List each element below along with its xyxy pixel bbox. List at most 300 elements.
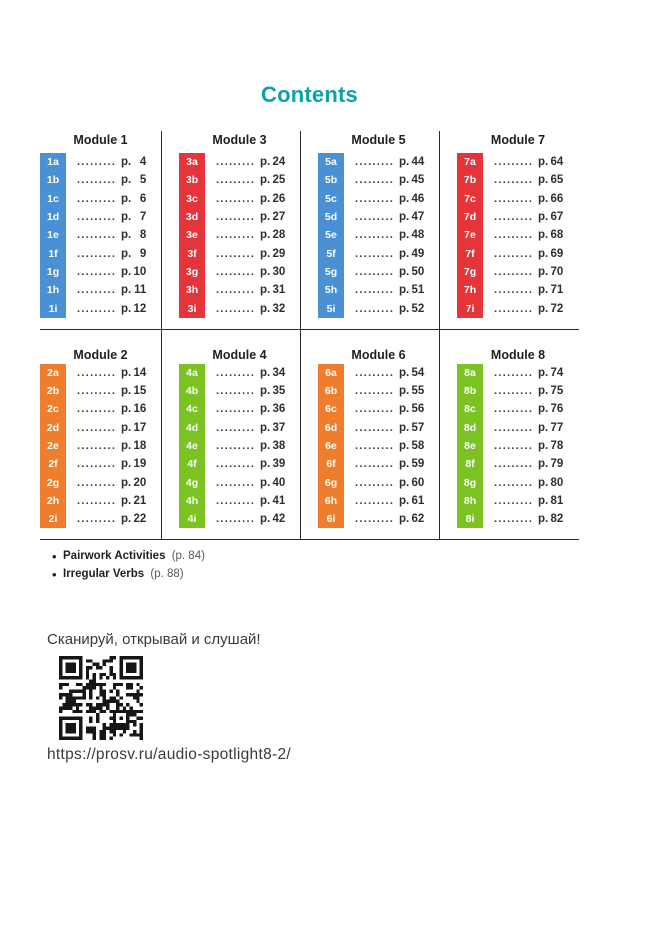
- toc-row: [318, 190, 439, 208]
- module-rows: [318, 153, 439, 318]
- lesson-badge: 4a: [179, 364, 205, 382]
- toc-row: [179, 419, 300, 437]
- module-cell: [457, 131, 579, 329]
- module-cell: [318, 131, 457, 329]
- lesson-badge: 6a: [318, 364, 344, 382]
- page-prefix: p.: [538, 192, 549, 205]
- module-cell-inner: [318, 131, 440, 329]
- page-prefix: p.: [538, 174, 549, 187]
- toc-row: [457, 382, 579, 400]
- lesson-badge: 2h: [40, 492, 66, 510]
- lesson-badge: 4f: [179, 455, 205, 473]
- lesson-badge: 4c: [179, 400, 205, 418]
- toc-row: [457, 171, 579, 189]
- lesson-badge: 7d: [457, 208, 483, 226]
- dots-leader: .........: [216, 495, 256, 506]
- page-prefix: p.: [399, 458, 410, 471]
- table-of-contents: [40, 131, 579, 540]
- module-rows: [40, 153, 161, 318]
- page-number: 12: [133, 302, 147, 315]
- dots-leader: .........: [355, 157, 395, 168]
- toc-row: [318, 492, 439, 510]
- lesson-badge: 6d: [318, 419, 344, 437]
- page-number: 46: [411, 192, 425, 205]
- page-number: 17: [133, 421, 147, 434]
- module-title: Module 1: [73, 133, 128, 147]
- toc-row: [40, 244, 161, 262]
- lesson-badge: 2d: [40, 419, 66, 437]
- lesson-badge: 1d: [40, 208, 66, 226]
- toc-row: [179, 226, 300, 244]
- page-prefix: p.: [399, 494, 410, 507]
- module-cell-inner: [179, 330, 301, 540]
- page-prefix: p.: [399, 403, 410, 416]
- dots-leader: .........: [77, 367, 117, 378]
- page-prefix: p.: [538, 284, 549, 297]
- lesson-badge: 2e: [40, 437, 66, 455]
- lesson-badge: 8g: [457, 473, 483, 491]
- dots-leader: .........: [355, 248, 395, 259]
- lesson-badge: 7c: [457, 190, 483, 208]
- page-prefix: p.: [121, 229, 132, 242]
- toc-row: [40, 364, 161, 382]
- page-number: 48: [411, 229, 425, 242]
- toc-row: [457, 455, 579, 473]
- toc-row: [318, 455, 439, 473]
- module-cell-inner: [318, 330, 440, 540]
- toc-row: [40, 492, 161, 510]
- toc-row: [40, 510, 161, 528]
- page-prefix: p.: [260, 302, 271, 315]
- toc-row: [179, 208, 300, 226]
- page-prefix: p.: [260, 284, 271, 297]
- toc-row: [40, 190, 161, 208]
- page-number: 34: [272, 366, 286, 379]
- toc-row: [318, 244, 439, 262]
- page-number: 37: [272, 421, 286, 434]
- toc-row: [40, 455, 161, 473]
- lesson-badge: 1g: [40, 263, 66, 281]
- page-number: 68: [550, 229, 564, 242]
- dots-leader: .........: [355, 303, 395, 314]
- dots-leader: .........: [494, 477, 534, 488]
- page-prefix: p.: [399, 476, 410, 489]
- page-number: 19: [133, 458, 147, 471]
- page-number: 65: [550, 174, 564, 187]
- lesson-badge: 4h: [179, 492, 205, 510]
- toc-row: [457, 244, 579, 262]
- lesson-badge: 3i: [179, 299, 205, 317]
- page-number: 57: [411, 421, 425, 434]
- lesson-badge: 8d: [457, 419, 483, 437]
- dots-leader: .........: [494, 193, 534, 204]
- page-prefix: p.: [399, 229, 410, 242]
- page-prefix: p.: [260, 385, 271, 398]
- page-number: 56: [411, 403, 425, 416]
- module-rows: [457, 364, 579, 529]
- page-prefix: p.: [121, 421, 132, 434]
- module-title: Module 6: [351, 347, 406, 362]
- page-number: 80: [550, 476, 564, 489]
- lesson-badge: 8e: [457, 437, 483, 455]
- page-prefix: p.: [260, 421, 271, 434]
- dots-leader: .........: [494, 248, 534, 259]
- toc-row: [179, 364, 300, 382]
- page-prefix: p.: [399, 192, 410, 205]
- toc-row: [457, 473, 579, 491]
- dots-leader: .........: [355, 404, 395, 415]
- dots-leader: .........: [355, 495, 395, 506]
- dots-leader: .........: [355, 193, 395, 204]
- page-number: 70: [550, 265, 564, 278]
- lesson-badge: 7i: [457, 299, 483, 317]
- page-number: 58: [411, 440, 425, 452]
- page-prefix: p.: [121, 440, 132, 452]
- dots-leader: .........: [355, 367, 395, 378]
- dots-leader: .........: [77, 175, 117, 186]
- toc-row: [318, 171, 439, 189]
- page-prefix: p.: [260, 192, 271, 205]
- page-prefix: p.: [121, 211, 132, 224]
- page-prefix: p.: [121, 192, 132, 205]
- page-number: 67: [550, 211, 564, 224]
- module-cell: [179, 330, 318, 540]
- lesson-badge: 3e: [179, 226, 205, 244]
- page-number: 75: [550, 385, 564, 398]
- module-title: Module 2: [73, 347, 128, 362]
- page-prefix: p.: [260, 403, 271, 416]
- toc-row: [179, 455, 300, 473]
- page-prefix: p.: [538, 513, 549, 526]
- page-number: 28: [272, 229, 286, 242]
- lesson-badge: 1f: [40, 244, 66, 262]
- page-prefix: p.: [260, 366, 271, 379]
- dots-leader: .........: [216, 175, 256, 186]
- toc-row: [318, 382, 439, 400]
- dots-leader: .........: [494, 230, 534, 241]
- dots-leader: .........: [494, 514, 534, 525]
- dots-leader: .........: [216, 212, 256, 223]
- lesson-badge: 2g: [40, 473, 66, 491]
- dots-leader: .........: [494, 441, 534, 451]
- dots-leader: .........: [494, 212, 534, 223]
- toc-row: [40, 153, 161, 171]
- lesson-badge: 5a: [318, 153, 344, 171]
- list-item: [52, 548, 205, 566]
- lesson-badge: 5f: [318, 244, 344, 262]
- toc-row: [457, 208, 579, 226]
- dots-leader: .........: [77, 248, 117, 259]
- page-prefix: p.: [260, 458, 271, 471]
- toc-row: [40, 299, 161, 317]
- page-number: 20: [133, 476, 147, 489]
- page-number: 55: [411, 385, 425, 398]
- module-cell: [40, 330, 179, 540]
- lesson-badge: 6h: [318, 492, 344, 510]
- lesson-badge: 6b: [318, 382, 344, 400]
- page-number: 60: [411, 476, 425, 489]
- page-number: 40: [272, 476, 286, 489]
- toc-row: [179, 190, 300, 208]
- lesson-badge: 4g: [179, 473, 205, 491]
- toc-row: [457, 281, 579, 299]
- page-number: 82: [550, 513, 564, 526]
- page-number: 5: [139, 174, 147, 187]
- toc-row: [40, 400, 161, 418]
- page-number: 18: [133, 440, 147, 452]
- toc-row: [457, 153, 579, 171]
- lesson-badge: 7e: [457, 226, 483, 244]
- page-prefix: p.: [260, 265, 271, 278]
- toc-row: [179, 492, 300, 510]
- toc-row: [40, 382, 161, 400]
- module-cell-inner: [40, 131, 162, 329]
- page-number: 31: [272, 284, 286, 297]
- module-rows: [457, 153, 579, 318]
- dots-leader: .........: [216, 230, 256, 241]
- toc-row: [457, 263, 579, 281]
- lesson-badge: 2c: [40, 400, 66, 418]
- module-cell-inner: [457, 131, 579, 329]
- page-prefix: p.: [399, 513, 410, 526]
- lesson-badge: 4b: [179, 382, 205, 400]
- dots-leader: .........: [494, 495, 534, 506]
- module-title: Module 5: [351, 133, 406, 147]
- page-number: 41: [272, 494, 286, 507]
- lesson-badge: 8b: [457, 382, 483, 400]
- toc-row: [318, 263, 439, 281]
- dots-leader: .........: [355, 266, 395, 277]
- dots-leader: .........: [77, 386, 117, 397]
- page-prefix: p.: [121, 284, 132, 297]
- page-prefix: p.: [399, 174, 410, 187]
- page-prefix: p.: [260, 229, 271, 242]
- page-prefix: p.: [121, 458, 132, 471]
- toc-row: [179, 473, 300, 491]
- lesson-badge: 1e: [40, 226, 66, 244]
- page-number: 21: [133, 494, 147, 507]
- page-prefix: p.: [260, 156, 271, 169]
- page-number: 74: [550, 366, 564, 379]
- dots-leader: .........: [216, 459, 256, 470]
- page-prefix: p.: [399, 385, 410, 398]
- dots-leader: .........: [494, 367, 534, 378]
- dots-leader: .........: [494, 404, 534, 415]
- page-prefix: p.: [399, 211, 410, 224]
- page-prefix: p.: [399, 302, 410, 315]
- dots-leader: .........: [77, 459, 117, 470]
- page-prefix: p.: [538, 385, 549, 398]
- dots-leader: .........: [216, 285, 256, 296]
- lesson-badge: 1c: [40, 190, 66, 208]
- page-prefix: p.: [121, 366, 132, 379]
- page-prefix: p.: [260, 247, 271, 260]
- lesson-badge: 1a: [40, 153, 66, 171]
- toc-row: [40, 208, 161, 226]
- dots-leader: .........: [77, 303, 117, 314]
- lesson-badge: 5e: [318, 226, 344, 244]
- toc-row: [318, 226, 439, 244]
- lesson-badge: 2f: [40, 455, 66, 473]
- page-prefix: p.: [538, 229, 549, 242]
- page-prefix: p.: [121, 513, 132, 526]
- page-prefix: p.: [538, 403, 549, 416]
- lesson-badge: 7h: [457, 281, 483, 299]
- page-number: 51: [411, 284, 425, 297]
- page-number: 66: [550, 192, 564, 205]
- toc-row: [457, 510, 579, 528]
- toc-row: [457, 299, 579, 317]
- audio-url-text: https://prosv.ru/audio-spotlight8-2/: [47, 746, 291, 763]
- lesson-badge: 3a: [179, 153, 205, 171]
- dots-leader: .........: [494, 266, 534, 277]
- page-number: 6: [139, 192, 147, 205]
- page-prefix: p.: [121, 385, 132, 398]
- dots-leader: .........: [77, 193, 117, 204]
- toc-row: [179, 153, 300, 171]
- page-number: 39: [272, 458, 286, 471]
- page-number: 77: [550, 421, 564, 434]
- dots-leader: .........: [216, 441, 256, 451]
- page-prefix: p.: [538, 156, 549, 169]
- lesson-badge: 2i: [40, 510, 66, 528]
- dots-leader: .........: [216, 157, 256, 168]
- lesson-badge: 7b: [457, 171, 483, 189]
- page-number: 29: [272, 247, 286, 260]
- module-title: Module 4: [212, 347, 267, 362]
- lesson-badge: 3c: [179, 190, 205, 208]
- scan-prompt-text: Сканируй, открывай и слушай!: [47, 631, 261, 648]
- module-rows: [179, 153, 300, 318]
- page-number: 26: [272, 192, 286, 205]
- page-title: Contents: [261, 82, 358, 107]
- page-prefix: p.: [260, 440, 271, 452]
- page-prefix: p.: [260, 494, 271, 507]
- dots-leader: .........: [355, 386, 395, 397]
- module-cell: [179, 131, 318, 329]
- dots-leader: .........: [77, 477, 117, 488]
- toc-row: [457, 492, 579, 510]
- dots-leader: .........: [355, 230, 395, 241]
- page-number: 25: [272, 174, 286, 187]
- toc-row: [457, 419, 579, 437]
- dots-leader: .........: [355, 175, 395, 186]
- page-prefix: p.: [121, 476, 132, 489]
- page-number: 79: [550, 458, 564, 471]
- toc-row: [179, 171, 300, 189]
- lesson-badge: 5c: [318, 190, 344, 208]
- toc-row: [40, 419, 161, 437]
- page-number: 11: [134, 284, 147, 297]
- dots-leader: .........: [216, 477, 256, 488]
- page-prefix: p.: [121, 302, 132, 315]
- lesson-badge: 3g: [179, 263, 205, 281]
- dots-leader: .........: [77, 157, 117, 168]
- lesson-badge: 1i: [40, 299, 66, 317]
- dots-leader: .........: [494, 157, 534, 168]
- module-cell-inner: [179, 131, 301, 329]
- dots-leader: .........: [216, 422, 256, 433]
- dots-leader: .........: [216, 386, 256, 397]
- page-prefix: p.: [399, 156, 410, 169]
- extra-label: Irregular Verbs: [63, 567, 145, 580]
- page-number: 54: [411, 366, 425, 379]
- dots-leader: .........: [355, 459, 395, 470]
- page-number: 76: [550, 403, 564, 416]
- toc-row: [179, 281, 300, 299]
- module-rows: [318, 364, 439, 529]
- dots-leader: .........: [77, 404, 117, 415]
- lesson-badge: 6g: [318, 473, 344, 491]
- extra-page-ref: (p. 88): [150, 567, 184, 580]
- page-prefix: p.: [260, 476, 271, 489]
- dots-leader: .........: [77, 441, 117, 451]
- toc-row: [40, 437, 161, 455]
- toc-row: [40, 171, 161, 189]
- page-number: 71: [550, 284, 564, 297]
- toc-row: [457, 437, 579, 455]
- toc-row: [318, 437, 439, 455]
- dots-leader: .........: [494, 303, 534, 314]
- list-item: [52, 566, 205, 584]
- toc-row: [318, 153, 439, 171]
- page-prefix: p.: [260, 211, 271, 224]
- page-number: 8: [139, 229, 147, 242]
- lesson-badge: 1b: [40, 171, 66, 189]
- dots-leader: .........: [494, 386, 534, 397]
- page-number: 7: [139, 211, 147, 224]
- page-prefix: p.: [121, 403, 132, 416]
- lesson-badge: 1h: [40, 281, 66, 299]
- page-number: 47: [411, 211, 425, 224]
- page-prefix: p.: [538, 366, 549, 379]
- page-prefix: p.: [538, 421, 549, 434]
- lesson-badge: 6i: [318, 510, 344, 528]
- dots-leader: .........: [355, 514, 395, 525]
- page-number: 4: [139, 156, 147, 169]
- page-number: 81: [550, 494, 564, 507]
- dots-leader: .........: [216, 303, 256, 314]
- toc-row: [318, 419, 439, 437]
- lesson-badge: 5b: [318, 171, 344, 189]
- module-title: Module 7: [490, 133, 546, 147]
- qr-code: [59, 656, 143, 740]
- page-prefix: p.: [538, 302, 549, 315]
- toc-row: [179, 299, 300, 317]
- page-number: 27: [272, 211, 286, 224]
- dots-leader: .........: [355, 285, 395, 296]
- page-number: 35: [272, 385, 286, 398]
- dots-leader: .........: [77, 495, 117, 506]
- dots-leader: .........: [216, 248, 256, 259]
- toc-row: [179, 510, 300, 528]
- dots-leader: .........: [355, 441, 395, 451]
- lesson-badge: 5i: [318, 299, 344, 317]
- page-number: 10: [133, 265, 147, 278]
- lesson-badge: 6e: [318, 437, 344, 455]
- dots-leader: .........: [77, 230, 117, 241]
- toc-row: [457, 190, 579, 208]
- dots-leader: .........: [77, 285, 117, 296]
- toc-row: [318, 364, 439, 382]
- module-title: Module 8: [490, 347, 546, 362]
- page-prefix: p.: [538, 265, 549, 278]
- toc-row: [40, 473, 161, 491]
- page-prefix: p.: [121, 494, 132, 507]
- dots-leader: .........: [355, 212, 395, 223]
- dots-leader: .........: [77, 212, 117, 223]
- page-prefix: p.: [121, 265, 132, 278]
